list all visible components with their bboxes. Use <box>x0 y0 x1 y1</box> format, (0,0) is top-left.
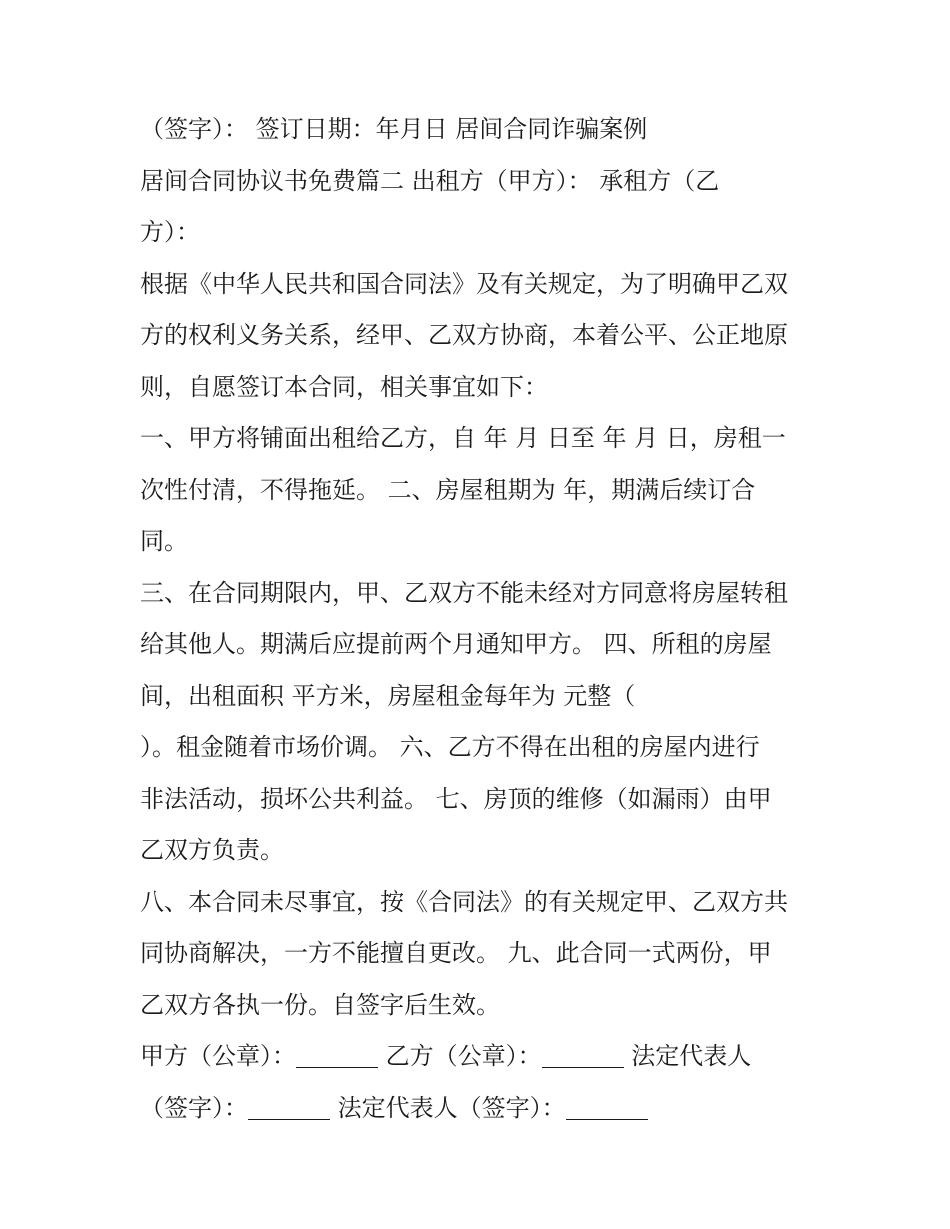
text-line-18: 乙双方各执一份。自签字后生效。 <box>140 990 500 1019</box>
signature-line-2 <box>140 1083 830 1135</box>
legal-rep-2-sign-blank <box>566 1095 648 1120</box>
text-line-13: ）。租金随着市场价调。 六、乙方不得在出租的房屋内进行 <box>140 733 760 761</box>
text-line-11: 给其他人。期满后应提前两个月通知甲方。 四、所租的房屋 <box>140 630 772 658</box>
text-line-8: 次性付清，不得拖延。 二、房屋租期为 年，期满后续订合 <box>140 475 756 504</box>
text-line-3: 方）： <box>140 218 200 246</box>
text-line-10: 三、在合同期限内，甲、乙双方不能未经对方同意将房屋转租 <box>140 578 788 607</box>
text-line-7: 一、甲方将铺面出租给乙方，自 年 月 日至 年 月 日，房租一 <box>140 424 786 452</box>
text-line-1: （签字）： 签订日期：年月日 居间合同诈骗案例 <box>140 115 648 143</box>
document-body <box>140 104 830 1134</box>
text-line-5: 方的权利义务关系，经甲、乙双方协商，本着公平、公正地原 <box>140 321 788 349</box>
party-b-seal-blank <box>542 1043 624 1068</box>
text-line-12: 间，出租面积 平方米，房屋租金每年为 元整（ <box>140 681 636 710</box>
text-line-16: 八、本合同未尽事宜，按《合同法》的有关规定甲、乙双方共 <box>140 887 788 916</box>
text-line-6: 则，自愿签订本合同，相关事宜如下： <box>140 372 548 401</box>
legal-rep-2-sign-label: 法定代表人（签字）： <box>337 1093 566 1122</box>
text-line-17: 同协商解决，一方不能擅自更改。 九、此合同一式两份，甲 <box>140 939 772 967</box>
legal-rep-1-sign-label: （签字）： <box>140 1093 248 1122</box>
legal-rep-1-label: 法定代表人 <box>631 1042 752 1070</box>
text-line-14: 非法活动，损坏公共利益。 七、房顶的维修（如漏雨）由甲 <box>140 784 772 813</box>
party-a-seal-blank <box>296 1043 378 1068</box>
text-line-4: 根据《中华人民共和国合同法》及有关规定，为了明确甲乙双 <box>140 269 788 298</box>
text-line-9: 同。 <box>140 527 188 555</box>
party-b-seal-label: 乙方（公章）： <box>385 1042 542 1070</box>
legal-rep-1-sign-blank <box>248 1095 330 1120</box>
party-a-seal-label: 甲方（公章）： <box>140 1042 296 1070</box>
text-line-2: 居间合同协议书免费篇二 出租方（甲方）： 承租方（乙 <box>140 166 720 195</box>
text-line-15: 乙双方负责。 <box>140 836 284 864</box>
signature-line-1 <box>140 1031 830 1083</box>
